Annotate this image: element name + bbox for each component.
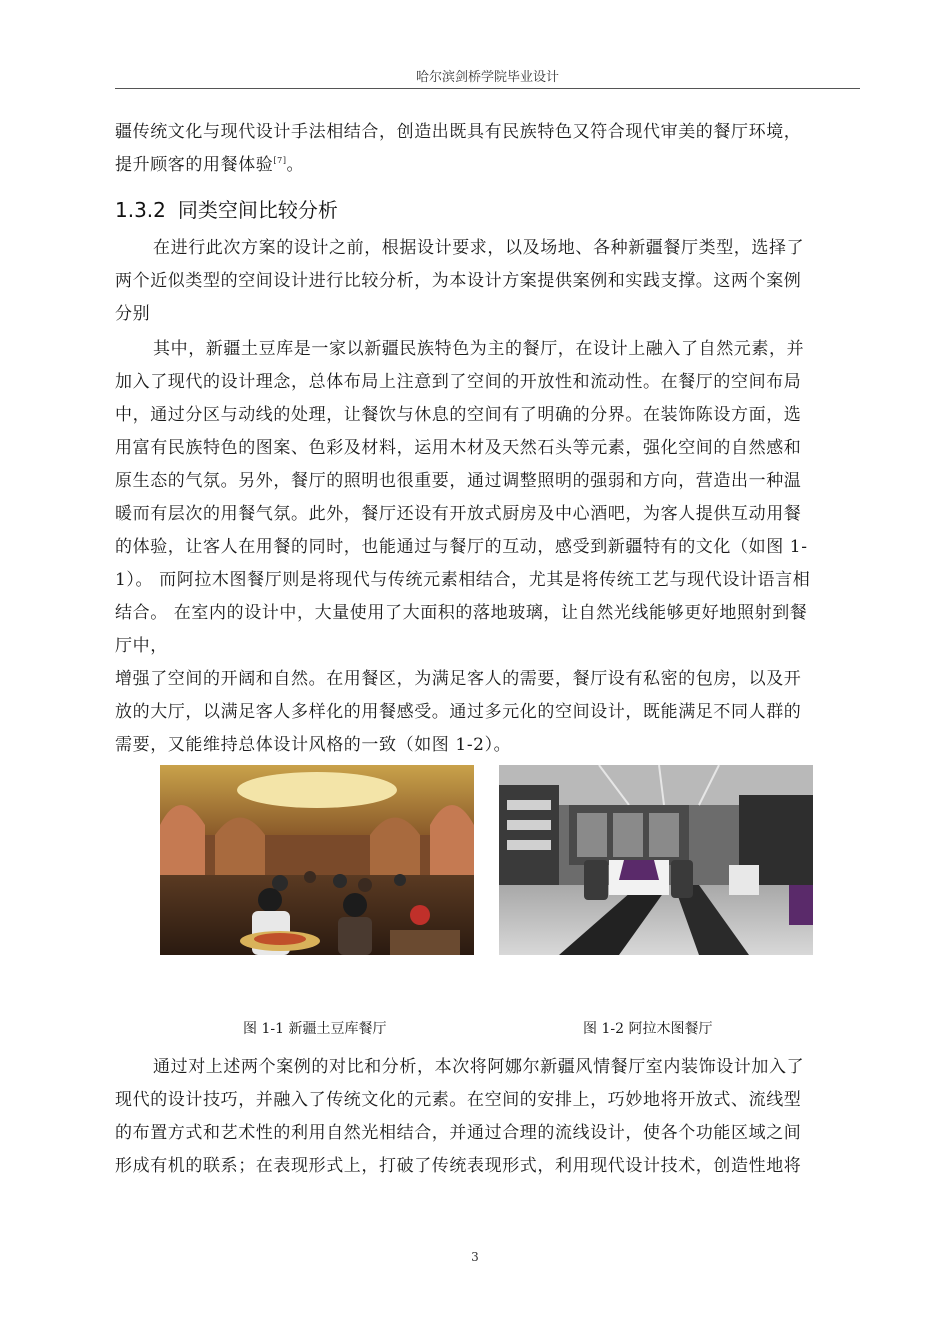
- paragraph-2-line: 1）。 而阿拉木图餐厅则是将现代与传统元素相结合，尤其是将传统工艺与现代设计语言相: [115, 570, 811, 590]
- intro-line-2-end: 。: [286, 155, 305, 175]
- paragraph-2-line: 中，通过分区与动线的处理，让餐饮与休息的空间有了明确的分界。在装饰陈设方面，选: [115, 405, 802, 425]
- intro-line-1: 疆传统文化与现代设计手法相结合，创造出既具有民族特色又符合现代审美的餐厅环境，: [115, 122, 802, 142]
- paragraph-2-line: 其中，新疆土豆库是一家以新疆民族特色为主的餐厅，在设计上融入了自然元素，并: [153, 339, 805, 359]
- section-number: 1.3.2: [115, 198, 166, 222]
- paragraph-4-line: 的布置方式和艺术性的利用自然光相结合，并通过合理的流线设计，使各个功能区域之间: [115, 1123, 802, 1143]
- paragraph-3-line: 增强了空间的开阔和自然。在用餐区，为满足客人的需要，餐厅设有私密的包房，以及开: [115, 669, 802, 689]
- paragraph-2-line: 原生态的气氛。另外，餐厅的照明也很重要，通过调整照明的强弱和方向，营造出一种温: [115, 471, 802, 491]
- intro-line-2-text: 提升顾客的用餐体验: [115, 155, 274, 175]
- paragraph-4-line: 通过对上述两个案例的对比和分析，本次将阿娜尔新疆风情餐厅室内装饰设计加入了: [153, 1057, 805, 1077]
- paragraph-4: [115, 1051, 875, 1183]
- header-rule: [115, 88, 860, 89]
- paragraph-1: [115, 232, 875, 331]
- figure-1-2-caption: 图 1-2 阿拉木图餐厅: [583, 1021, 713, 1037]
- page-header: 哈尔滨剑桥学院毕业设计: [415, 70, 559, 85]
- paragraph-3-line: 放的大厅，以满足客人多样化的用餐感受。通过多元化的空间设计，既能满足不同人群的: [115, 702, 802, 722]
- paragraph-1-line: 两个近似类型的空间设计进行比较分析，为本设计方案提供案例和实践支撑。这两个案例: [115, 271, 802, 291]
- paragraph-4-line: 形成有机的联系；在表现形式上，打破了传统表现形式，利用现代设计技术，创造性地将: [115, 1156, 802, 1176]
- paragraph-2: [115, 333, 875, 663]
- intro-paragraph: [115, 116, 875, 182]
- figure-1-1-photo: [160, 765, 474, 955]
- paragraph-2-line: 厅中，: [115, 636, 168, 656]
- paragraph-1-line: 在进行此次方案的设计之前，根据设计要求，以及场地、各种新疆餐厅类型，选择了: [153, 238, 805, 258]
- section-title: 同类空间比较分析: [177, 198, 338, 222]
- paragraph-3: [115, 663, 875, 762]
- paragraph-2-line: 暖而有层次的用餐气氛。此外，餐厅还设有开放式厨房及中心酒吧，为客人提供互动用餐: [115, 504, 802, 524]
- paragraph-2-line: 的体验，让客人在用餐的同时，也能通过与餐厅的互动，感受到新疆特有的文化（如图 1-: [115, 537, 808, 557]
- paragraph-3-line: 需要，又能维持总体设计风格的一致（如图 1-2）。: [115, 735, 512, 755]
- paragraph-4-line: 现代的设计技巧，并融入了传统文化的元素。在空间的安排上，巧妙地将开放式、流线型: [115, 1090, 802, 1110]
- citation: [7]: [273, 156, 287, 165]
- paragraph-2-line: 用富有民族特色的图案、色彩及材料，运用木材及天然石头等元素，强化空间的自然感和: [115, 438, 802, 458]
- intro-line-2: [115, 149, 875, 182]
- paragraph-2-line: 结合。 在室内的设计中，大量使用了大面积的落地玻璃，让自然光线能够更好地照射到餐: [115, 603, 808, 623]
- figure-1-2-photo: [499, 765, 813, 955]
- paragraph-1-line: 分别: [115, 304, 151, 324]
- paragraph-2-line: 加入了现代的设计理念，总体布局上注意到了空间的开放性和流动性。在餐厅的空间布局: [115, 372, 802, 392]
- page-number: 3: [471, 1250, 479, 1264]
- section-heading: [115, 194, 338, 223]
- figure-1-1-caption: 图 1-1 新疆土豆库餐厅: [243, 1021, 387, 1037]
